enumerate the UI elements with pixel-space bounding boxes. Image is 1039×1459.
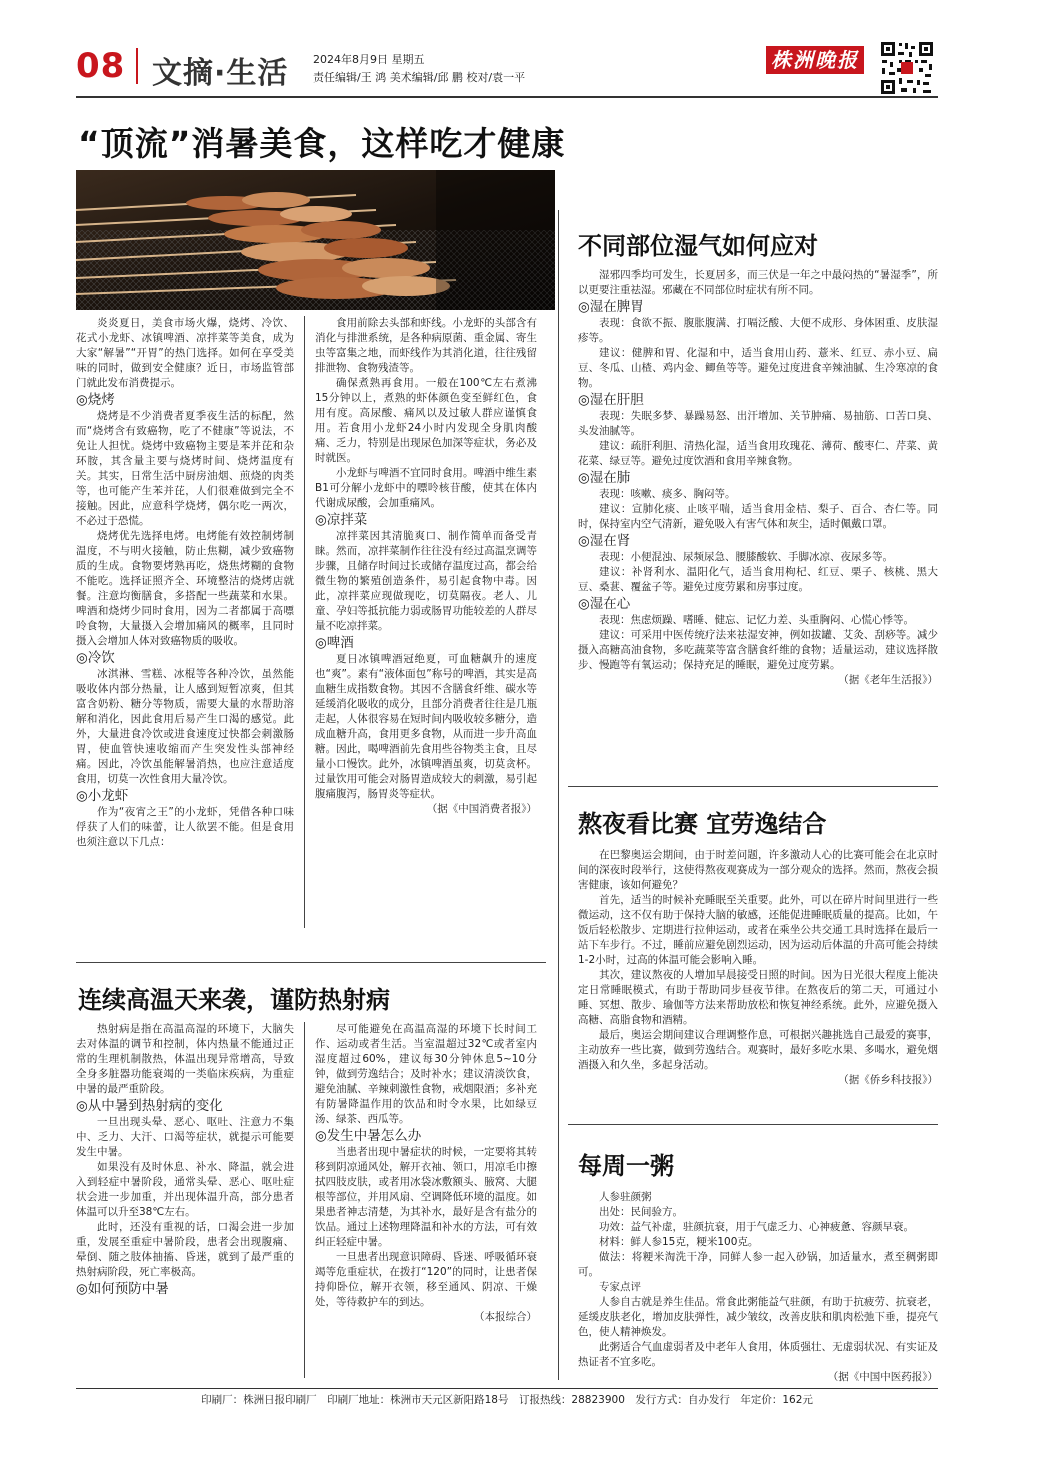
qr-code-icon (879, 40, 935, 96)
paragraph: 凉拌菜因其清脆爽口、制作简单而备受青睐。然而，凉拌菜制作往往没有经过高温烹调等步骤，且储存时间过长或储存温度过高，都会给微生物的繁殖创造条件，易引起食物中毒。因此，凉拌菜应现做现吃，切莫隔夜。老人、儿童、孕妇等抵抗能力弱或肠胃功能较差的人群尽量不吃凉拌菜。 (315, 530, 537, 632)
paragraph: 最后，奥运会期间建议合理调整作息，可根据兴趣挑选自己最爱的赛事，主动放弃一些比赛，做到劳逸结合。观赛时，最好多吃水果、多喝水，避免烟酒摄入和久坐，多起身活动。 (578, 1029, 938, 1071)
symptom-text: 表现：食欲不振、腹胀腹满、打嗝泛酸、大便不成形、身体困重、皮肤湿疹等。 (578, 317, 938, 344)
symptom-text: 表现：小便混浊、尿频尿急、腰膝酸软、手脚冰凉、夜尿多等。 (599, 551, 893, 563)
date-line: 2024年8月9日 星期五 (313, 53, 425, 66)
page-number: 08 (76, 46, 126, 86)
symptom-text: 表现：焦虑烦躁、嗜睡、健忘、记忆力差、头重胸闷、心慌心悸等。 (599, 614, 914, 626)
section-rule (568, 786, 938, 787)
paragraph: 其次，建议熬夜的人增加早晨接受日照的时间。因为日光很大程度上能决定日常睡眠模式，有助于帮助同步昼夜节律。在熬夜后的第二天，可通过小睡、冥想、散步、瑜伽等方法来帮助放松和恢复神经系统。此外，应避免摄入高糖、高脂食物和酒精。 (578, 969, 938, 1026)
recipe-ingredients: 材料：鲜人参15克，粳米100克。 (599, 1236, 759, 1248)
paragraph: 冰淇淋、雪糕、冰棍等各种冷饮，虽然能吸收体内部分热量，让人感到短暂凉爽，但其富含奶粉、糖分等物质，需要大量的水帮助溶解和消化，因此食用后易产生口渴的感觉。此外，大量进食冷饮或进食速度过快都会刺激肠胃，使血管快速收缩而产生突发性头部神经痛。因此，冷饮虽能解暑消热，也应注意适度食用，切莫一次性食用大量冷饮。 (76, 668, 294, 785)
article-source: （据《侨乡科技报》） (838, 1074, 938, 1086)
editors-line: 责任编辑/王 鸿 美术编辑/邱 鹏 校对/袁一平 (313, 71, 526, 84)
symptom-text: 表现：失眠多梦、暴躁易怒、出汗增加、关节肿痛、易抽筋、口苦口臭、头发油腻等。 (578, 410, 938, 437)
subheading-heatstroke-stages: ◎从中暑到热射病的变化 (76, 1098, 223, 1114)
article2-intro: 湿邪四季均可发生，长夏居多，而三伏是一年之中最闷热的“暑湿季”，所以更要注重祛湿。邪藏在不同部位时症状有所不同。 (578, 269, 938, 296)
article4-column-2 (315, 1022, 537, 1384)
recipe-name: 人参驻颜粥 (599, 1191, 652, 1203)
article1-column-1 (76, 316, 294, 936)
paragraph: 烧烤优先选择电烤。电烤能有效控制烤制温度，不与明火接触，防止焦糊，减少致癌物质的生成。食物要烤熟再吃，烧焦烤糊的食物不能吃。选择证照齐全、环境整洁的烧烤店就餐。注意均衡膳食，多搭配一些蔬菜和水果。啤酒和烧烤少同时食用，因为二者都属于高嘌呤食物，大量摄入会增加痛风的概率，且同时摄入会增加人体对致癌物质的吸收。 (76, 530, 294, 647)
advice-text: 建议：可采用中医传统疗法来祛湿安神，例如拔罐、艾灸、刮痧等。减少摄入高糖高油食物，多吃蔬菜等富含膳食纤维的食物；适量运动，建议选择散步、慢跑等有氧运动；保持充足的睡眠，避免过度劳累。 (578, 629, 938, 671)
article2-body (578, 268, 938, 780)
article-title: 不同部位湿气如何应对 (578, 231, 818, 260)
paragraph: 确保煮熟再食用。一般在100℃左右煮沸15分钟以上，煮熟的虾体颜色变至鲜红色，食用有度。高尿酸、痛风以及过敏人群应谨慎食用。若食用小龙虾24小时内发现全身肌肉酸痛、乏力，特别是出现尿色加深等症状，务必及时就医。 (315, 377, 537, 464)
page-divider (558, 210, 559, 1380)
paragraph: 在巴黎奥运会期间，由于时差问题，许多激动人心的比赛可能会在北京时间的深夜时段举行，这使得熬夜观赛成为一部分观众的选择。然而，熬夜会损害健康，该如何避免？ (578, 849, 938, 891)
paragraph: 夏日冰镇啤酒冠绝夏，可血糖飙升的速度也“爽”。素有“液体面包”称号的啤酒，其实是高血糖生成指数食物。其因不含膳食纤维、碳水等延缓消化吸收的成分，且部分消费者往往是几瓶走起，人体很容易在短时间内吸收较多糖分，造成血糖升高，食用更多食物，从而进一步升高血糖。因此，喝啤酒前先食用些谷物类主食，且尽量小口慢饮。此外，冰镇啤酒虽爽，切莫贪杯。过量饮用可能会对肠胃造成较大的刺激，易引起腹痛腹泻，肠胃炎等症状。 (315, 653, 537, 800)
print-info-footer: 印刷厂：株洲日报印刷厂 印刷厂地址：株洲市天元区新阳路18号 订报热线：28823900 发行方式：自办发行 年定价：162元 (201, 1394, 813, 1406)
paragraph: 人参自古就是养生佳品。常食此粥能益气驻颜，有助于抗疲劳、抗衰老，延缓皮肤老化，增加皮肤弹性，减少皱纹，改善皮肤和肌肉松弛下垂，提亮气色，使人精神焕发。 (578, 1296, 938, 1338)
paragraph: 此时，还没有重视的话，口渴会进一步加重，发展至重症中暑阶段，患者会出现腹痛、晕倒、随之肢体抽搐、昏迷，就到了最严重的热射病阶段，死亡率极高。 (76, 1221, 294, 1278)
recipe-origin: 出处：民间验方。 (599, 1206, 683, 1218)
subheading-dampness-part: ◎湿在肝胆 (578, 392, 644, 408)
column-divider (304, 316, 305, 928)
paragraph: 一旦患者出现意识障碍、昏迷、呼吸循环衰竭等危重症状，在拨打“120”的同时，让患者保持仰卧位，解开衣领，移至通风、阴凉、干燥处，等待救护车的到达。 (315, 1251, 537, 1308)
subheading-bbq: ◎烧烤 (76, 392, 115, 408)
header-rule (76, 96, 938, 98)
paragraph: 小龙虾与啤酒不宜同时食用。啤酒中维生素B1可分解小龙虾中的嘌呤核苷酸，使其在体内代谢成尿酸，会加重痛风。 (315, 467, 537, 509)
footer-rule (76, 1388, 938, 1389)
subheading-beer: ◎啤酒 (315, 635, 354, 651)
paragraph: 当患者出现中暑症状的时候，一定要将其转移到阴凉通风处，解开衣袖、领口，用凉毛巾擦拭四肢皮肤，或者用冰袋冰敷额头、腋窝、大腿根等部位，并用风扇、空调降低环境的温度。如果患者神志清楚，为其补水，最好是含有盐分的饮品。通过上述物理降温和补水的方法，可有效纠正轻症中暑。 (315, 1146, 537, 1248)
article-source: （据《中国消费者报》） (426, 803, 537, 815)
symptom-text: 表现：咳嗽、痰多、胸闷等。 (599, 488, 736, 500)
paragraph: 热射病是指在高温高湿的环境下，大脑失去对体温的调节和控制，体内热量不能通过正常的生理机制散热，体温出现异常增高，导致全身多脏器功能衰竭的一类临床疾病，为重症中暑的最严重阶段。 (76, 1023, 294, 1095)
header-divider (136, 48, 138, 84)
article-source: （本报综合） (474, 1311, 537, 1323)
paragraph: 一旦出现头晕、恶心、呕吐、注意力不集中、乏力、大汗、口渴等症状，就提示可能要发生中暑。 (76, 1116, 294, 1158)
subheading-dampness-part: ◎湿在肺 (578, 470, 631, 486)
subheading-dampness-part: ◎湿在心 (578, 596, 631, 612)
paragraph: 作为“夜宵之王”的小龙虾，凭借各种口味俘获了人们的味蕾，让人欲罢不能。但是食用也须注意以下几点： (76, 806, 294, 848)
advice-text: 建议：补肾利水、温阳化气，适当食用枸杞、红豆、栗子、核桃、黑大豆、桑葚、覆盆子等。避免过度劳累和房事过度。 (578, 566, 938, 593)
article-source: （据《中国中医药报》） (827, 1371, 938, 1383)
paragraph: 如果没有及时休息、补水、降温，就会进入到轻症中暑阶段，通常头晕、恶心、呕吐症状会进一步加重，并出现体温升高，部分患者体温可以升至38℃左右。 (76, 1161, 294, 1218)
advice-text: 建议：疏肝利胆、清热化湿，适当食用玫瑰花、薄荷、酸枣仁、芹菜、黄花菜、绿豆等。避免过度饮酒和食用辛辣食物。 (578, 440, 938, 467)
subheading-first-aid: ◎发生中暑怎么办 (315, 1128, 422, 1144)
expert-heading: 专家点评 (599, 1281, 641, 1293)
subheading-crayfish: ◎小龙虾 (76, 788, 129, 804)
article3-body (578, 848, 938, 1112)
article-title: 熬夜看比赛 宜劳逸结合 (578, 809, 827, 838)
subheading-cold-drinks: ◎冷饮 (76, 650, 115, 666)
subheading-prevention: ◎如何预防中暑 (76, 1281, 169, 1297)
bbq-skewers-photo (76, 170, 555, 310)
newspaper-logo: 株洲晚报 (766, 46, 864, 74)
section-name: 文摘·生活 (152, 56, 289, 91)
article1-intro: 炎炎夏日，美食市场火爆，烧烤、冷饮、花式小龙虾、冰镇啤酒、凉拌菜等美食，成为大家“解暑”“开胃”的热门选择。如何在享受美味的同时，做到安全健康？近日，市场监管部门就此发布消费提示。 (76, 317, 294, 389)
recipe-effect: 功效：益气补虚，驻颜抗衰，用于气虚乏力、心神疲惫、容颜早衰。 (599, 1221, 914, 1233)
subheading-cold-dishes: ◎凉拌菜 (315, 512, 368, 528)
article-title: “顶流”消暑美食，这样吃才健康 (78, 124, 566, 163)
paragraph: 烧烤是不少消费者夏季夜生活的标配，然而“烧烤含有致癌物，吃了不健康”等说法，不免让人担忧。烧烤中致癌物主要是苯并芘和杂环胺，其含量主要与烧烤时间、烧烤温度有关。其实，日常生活中厨房油烟、煎烧的肉类等，也可能产生苯并芘，人们很难做到完全不接触。因此，应意科学烧烤，偶尔吃一两次，不必过于恐慌。 (76, 410, 294, 527)
paragraph: 此粥适合气血虚弱者及中老年人食用，体质强壮、无虚弱状况、有实证及热证者不宜多吃。 (578, 1341, 938, 1368)
section-rule (76, 962, 546, 963)
column-divider (304, 1022, 305, 1378)
advice-text: 建议：健脾和胃、化湿和中，适当食用山药、薏米、红豆、赤小豆、扁豆、冬瓜、山楂、鸡内金、鲫鱼等等。避免过度进食辛辣油腻、生冷寒凉的食物。 (578, 347, 938, 389)
article5-body (578, 1190, 938, 1384)
article-title: 每周一粥 (578, 1151, 674, 1180)
article1-column-2 (315, 316, 537, 936)
article4-column-1 (76, 1022, 294, 1384)
paragraph: 首先，适当的时候补充睡眠至关重要。此外，可以在碎片时间里进行一些微运动，这不仅有助于保持大脑的敏感，还能促进睡眠质量的提高。比如，午饭后轻松散步、定期进行拉伸运动，或者在乘坐公共交通工具时选择在最后一站下车步行。不过，睡前应避免剧烈运动，因为运动后体温的升高可能会持续1-2小时，过高的体温可能会影响入睡。 (578, 894, 938, 966)
section-rule (568, 1124, 938, 1125)
advice-text: 建议：宣肺化痰、止咳平喘，适当食用金桔、梨子、百合、杏仁等。同时，保持室内空气清新，避免吸入有害气体和灰尘，适时佩戴口罩。 (578, 503, 938, 530)
subheading-dampness-part: ◎湿在肾 (578, 533, 631, 549)
paragraph: 尽可能避免在高温高湿的环境下长时间工作、运动或者生活。当室温超过32℃或者室内湿度超过60%，建议每30分钟休息5~10分钟，做到劳逸结合；及时补水；建议清淡饮食，避免油腻、辛辣刺激性食物，戒烟限酒；多补充有防暑降温作用的饮品和时令水果，比如绿豆汤、绿茶、西瓜等。 (315, 1023, 537, 1125)
recipe-method: 做法：将粳米淘洗干净，同鲜人参一起入砂锅，加适量水，煮至稠粥即可。 (578, 1251, 938, 1278)
subheading-dampness-part: ◎湿在脾胃 (578, 299, 644, 315)
article-title: 连续高温天来袭，谨防热射病 (78, 986, 390, 1014)
article-source: （据《老年生活报》） (838, 674, 938, 686)
paragraph: 食用前除去头部和虾线。小龙虾的头部含有消化与排泄系统，是各种病原菌、重金属、寄生虫等富集之地，而虾线作为其消化道，往往残留排泄物、食物残渣等。 (315, 317, 537, 374)
